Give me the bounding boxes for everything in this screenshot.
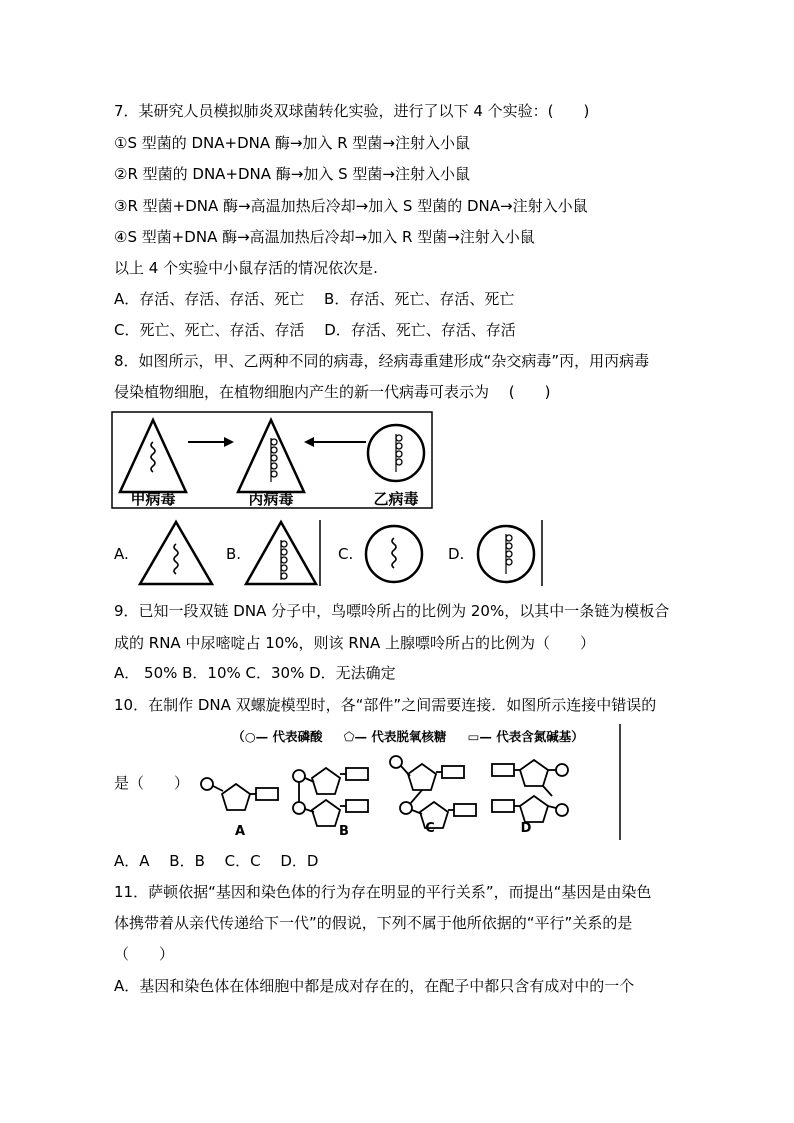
option-a-letter: A. (114, 545, 129, 563)
q9-line-2: 成的 RNA 中尿嘧啶占 10%，则该 RNA 上腺嘌呤所占的比例为（ ） (114, 634, 595, 652)
q7-item-2: ②R 型菌的 DNA+DNA 酶→加入 S 型菌→注射入小鼠 (114, 165, 471, 183)
q10-stem-line-2: 是（ ） (114, 774, 190, 792)
option-a-triangle-icon (140, 522, 212, 584)
q11-line-3: （ ） (114, 945, 175, 963)
coil-loop-icon (271, 455, 277, 461)
coil-loop-icon (281, 573, 287, 579)
label-virus-bing: 丙病毒 (248, 490, 294, 508)
base-icon (346, 800, 368, 812)
deoxyribose-icon (408, 764, 436, 790)
coil-loop-icon (506, 559, 512, 565)
q8-stem-line-2: 侵染植物细胞，在植物细胞内产生的新一代病毒可表示为 ( ) (114, 383, 551, 401)
coil-loop-icon (396, 435, 402, 441)
q7-item-1: ①S 型菌的 DNA+DNA 酶→加入 R 型菌→注射入小鼠 (114, 134, 471, 152)
wavy-nucleic-acid-icon (174, 544, 178, 574)
q8-options-figure (112, 518, 544, 588)
coil-loop-icon (506, 543, 512, 549)
phosphate-icon (293, 802, 305, 814)
q7-question: 以上 4 个实验中小鼠存活的情况依次是. (114, 259, 378, 277)
q11-line-1: 11．萨顿依据“基因和染色体的行为存在明显的平行关系”，而提出“基因是由染色 (114, 883, 652, 901)
deoxyribose-icon (520, 760, 548, 786)
label-virus-jia: 甲病毒 (130, 490, 176, 508)
coil-loop-icon (271, 463, 277, 469)
coil-loop-icon (271, 447, 277, 453)
phosphate-icon (390, 756, 402, 768)
q10-stem-line-1: 10．在制作 DNA 双螺旋模型时，各“部件”之间需要连接．如图所示连接中错误的 (114, 696, 657, 714)
coil-loop-icon (281, 557, 287, 563)
coil-loop-icon (271, 439, 277, 445)
q10-options: A．A B．B C．C D．D (114, 852, 319, 870)
virus-jia-triangle-icon (120, 420, 186, 492)
deoxyribose-icon (312, 800, 340, 826)
q8-virus-reconstruction-figure (112, 412, 434, 510)
phosphate-icon (556, 804, 568, 816)
phosphate-icon (556, 764, 568, 776)
wavy-nucleic-acid-icon (392, 538, 396, 568)
phosphate-icon (201, 778, 213, 790)
q7-item-3: ③R 型菌+DNA 酶→高温加热后冷却→加入 S 型菌的 DNA→注射入小鼠 (114, 197, 588, 215)
coil-loop-icon (281, 541, 287, 547)
q11-option-a: A．基因和染色体在体细胞中都是成对存在的，在配子中都只含有成对中的一个 (114, 977, 635, 995)
q9-line-1: 9．已知一段双链 DNA 分子中，鸟嘌呤所占的比例为 20%，以其中一条链为模板合 (114, 602, 670, 620)
option-b-letter: B. (226, 545, 242, 563)
base-icon (256, 788, 278, 800)
q7-item-4: ④S 型菌+DNA 酶→高温加热后冷却→加入 R 型菌→注射入小鼠 (114, 228, 535, 246)
base-icon (492, 764, 514, 776)
bond-line (548, 806, 556, 808)
wavy-nucleic-acid-icon (151, 442, 155, 472)
base-icon (442, 766, 464, 778)
figure-label-b: B (339, 824, 349, 839)
q10-legend: （○— 代表磷酸 ⬠— 代表脱氧核糖 ▭— 代表含氮碱基） (232, 729, 584, 744)
deoxyribose-icon (222, 784, 250, 810)
coil-loop-icon (506, 551, 512, 557)
label-virus-yi: 乙病毒 (373, 490, 419, 508)
q7-stem: 7．某研究人员模拟肺炎双球菌转化实验，进行了以下 4 个实验：( ) (114, 102, 590, 120)
base-icon (454, 804, 476, 816)
bond-line (213, 786, 223, 791)
base-icon (492, 800, 514, 812)
base-icon (346, 768, 368, 780)
option-d-letter: D. (448, 545, 465, 563)
figure-label-d: D (520, 821, 532, 836)
coil-loop-icon (396, 451, 402, 457)
coil-loop-icon (396, 443, 402, 449)
arrow-right-head-icon (224, 437, 234, 447)
arrow-left-head-icon (304, 437, 314, 447)
figure-label-a: A (234, 824, 246, 839)
coil-loop-icon (281, 565, 287, 571)
option-c-circle-icon (366, 526, 422, 582)
bond-line (543, 786, 552, 796)
deoxyribose-icon (312, 768, 340, 794)
q9-options: A． 50% B．10% C．30% D．无法确定 (114, 664, 396, 682)
phosphate-icon (293, 770, 305, 782)
q10-nucleotide-figure (196, 724, 626, 840)
bond-line (410, 790, 422, 804)
q8-stem-line-1: 8．如图所示，甲、乙两种不同的病毒，经病毒重建形成“杂交病毒”丙，用丙病毒 (114, 352, 650, 370)
option-c-letter: C. (338, 545, 354, 563)
phosphate-icon (400, 802, 412, 814)
coil-loop-icon (271, 471, 277, 477)
coil-loop-icon (281, 549, 287, 555)
coil-loop-icon (396, 459, 402, 465)
q7-options-cd: C．死亡、死亡、存活、存活 D．存活、死亡、存活、存活 (114, 321, 516, 339)
q7-options-ab: A．存活、存活、存活、死亡 B．存活、死亡、存活、死亡 (114, 290, 515, 308)
figure-label-c: C (425, 821, 435, 836)
coil-loop-icon (506, 535, 512, 541)
deoxyribose-icon (520, 796, 548, 822)
q11-line-2: 体携带着从亲代传递给下一代”的假说，下列不属于他所依据的“平行”关系的是 (114, 914, 633, 932)
